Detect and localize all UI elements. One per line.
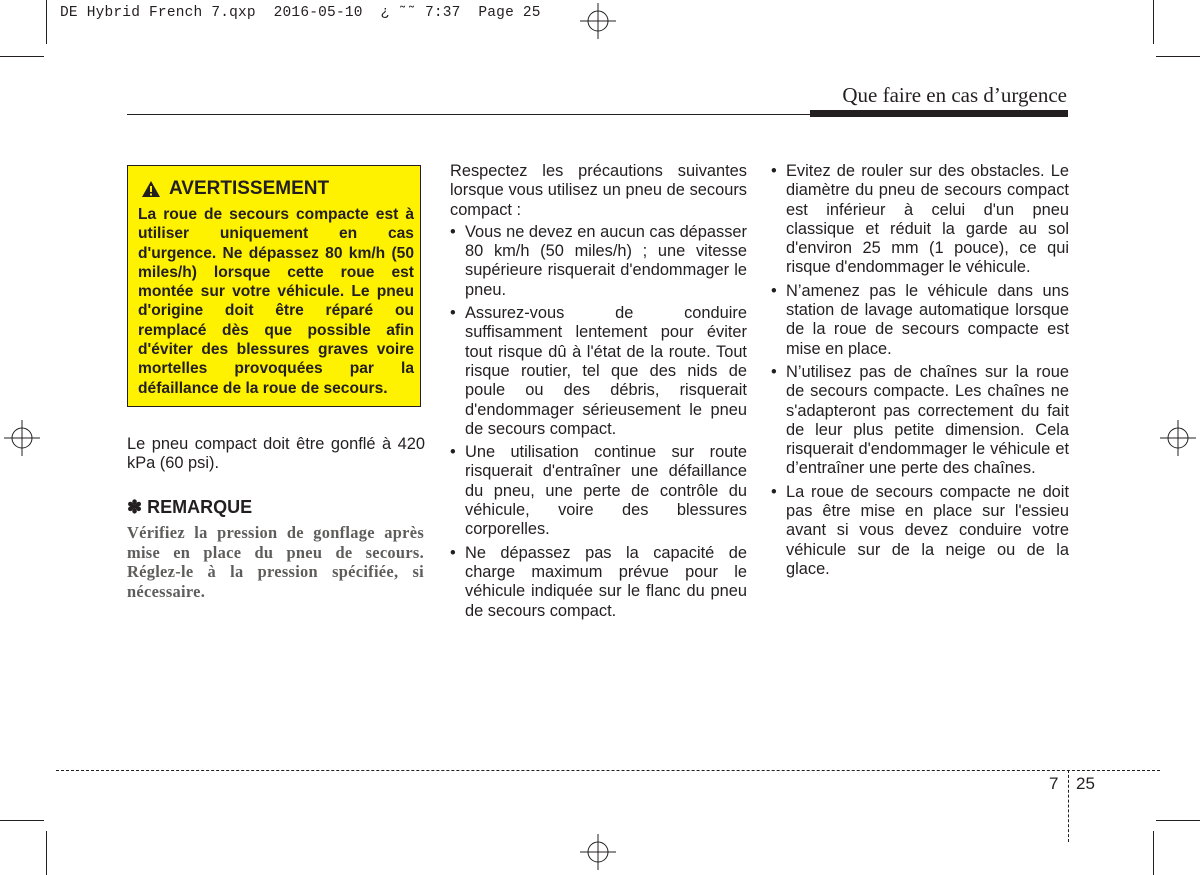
list-item: • N’amenez pas le véhicule dans uns station de lavage automatique lorsque de la roue de secours compacte est mise en place. (771, 281, 1069, 358)
crop-mark (0, 820, 44, 821)
crop-mark (1156, 56, 1200, 57)
list-item: • Evitez de rouler sur des obstacles. Le diamètre du pneu de secours compact est inférieur à celui d'un pneu classique et réduit la garde au sol d'environ 25 mm (1 pouce), ce qui risque d'endommager le véhicule. (771, 162, 1069, 277)
crop-mark (0, 56, 44, 57)
bullet-icon: • (450, 222, 456, 241)
warning-header (141, 178, 329, 200)
bullet-icon: • (450, 443, 456, 462)
footer-dashed-rule (56, 770, 1160, 771)
bullet-icon: • (771, 281, 777, 300)
precautions-list-continued (771, 162, 1069, 579)
list-item: • La roue de secours compacte ne doit pas être mise en place sur l'essieu avant si vous devez conduire votre véhicule sur de la neige ou de la glace. (771, 482, 1069, 578)
bullet-icon: • (771, 362, 777, 381)
registration-mark-icon (580, 834, 616, 870)
precautions-list (450, 223, 747, 621)
precautions-column-continued (771, 162, 1069, 583)
list-item: • Assurez-vous de conduire suffisamment lentement pour éviter tout risque dû à l'état de la route. Tout risque routier, tel que des nids de poule ou des débris, risquerait d'endommager sérieusement le pneu de secours compact. (450, 304, 747, 438)
note-text: Vérifiez la pression de gonflage après mise en place du pneu de secours. Réglez-le à la pression spécifiée, si nécessaire. (127, 523, 424, 601)
warning-box (127, 165, 421, 407)
crop-mark (46, 0, 47, 44)
registration-mark-icon (580, 3, 616, 39)
page-number: 25 (1076, 774, 1095, 793)
bullet-icon: • (450, 543, 456, 562)
section-title: Que faire en cas d’urgence (842, 83, 1067, 107)
list-item: • Vous ne devez en aucun cas dépasser 80 km/h (50 miles/h) ; une vitesse supérieure risquerait d'endommager le pneu. (450, 222, 747, 299)
crop-mark (1153, 0, 1154, 44)
warning-title: AVERTISSEMENT (169, 178, 330, 199)
list-item: • Ne dépassez pas la capacité de charge maximum prévue pour le véhicule indiquée sur le flanc du pneu de secours compact. (450, 543, 747, 620)
crop-mark (46, 831, 47, 875)
header-rule-thick (810, 110, 1068, 117)
crop-mark (1156, 820, 1200, 821)
inflation-text: Le pneu compact doit être gonflé à 420 kPa (60 psi). (127, 435, 425, 473)
crop-mark (1153, 831, 1154, 875)
warning-triangle-icon (141, 180, 161, 198)
print-slug: DE Hybrid French 7.qxp 2016-05-10 ¿ ˜˜ 7:37 Page 25 (60, 5, 541, 21)
bullet-icon: • (771, 482, 777, 501)
header-rule (127, 114, 810, 115)
registration-mark-icon (4, 420, 40, 456)
registration-mark-icon (1160, 420, 1196, 456)
list-item: • Une utilisation continue sur route risquerait d'entraîner une défaillance du pneu, une perte de contrôle du véhicule, voire des blessures corporelles. (450, 443, 747, 539)
note-title: ✽ REMARQUE (127, 497, 253, 517)
warning-text: La roue de secours compacte est à utiliser uniquement en cas d'urgence. Ne dépassez 80 km/h (50 miles/h) lorsque cette roue est montée sur votre véhicule. Le pneu d'origine doit être réparé ou remplacé dès que possible afin d'éviter des blessures graves voire mortelles provoquées par la défaillance de la roue de secours. (138, 206, 414, 397)
page-number-divider (1068, 770, 1069, 842)
bullet-icon: • (771, 162, 777, 180)
precautions-column (450, 162, 747, 625)
list-item: • N’utilisez pas de chaînes sur la roue de secours compacte. Les chaînes ne s'adapteront pas correctement du fait de leur plus petite dimension. Cela risquerait d'endommager le véhicule et d’entraîner une perte des chaînes. (771, 362, 1069, 478)
bullet-icon: • (450, 304, 456, 323)
precautions-intro: Respectez les précautions suivantes lorsque vous utilisez un pneu de secours compact : (450, 162, 747, 219)
chapter-number: 7 (1049, 774, 1059, 793)
